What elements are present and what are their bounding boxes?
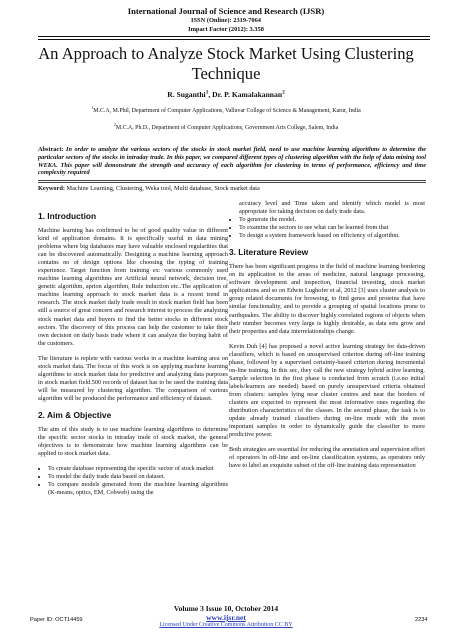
objective-item: • To examine the sectors to see what can be learned from that [239, 224, 425, 232]
keywords-text: Machine Learning, Clustering, Weka tool, Multi database, Stock market data [66, 185, 260, 192]
right-column [229, 200, 425, 477]
objective-item: • To model the daily trade data based on dataset. [48, 473, 228, 481]
header-rule-bottom [38, 39, 430, 40]
section-3-paragraph-3: Both strategies are essential for reducing the annotation and supervision effort of operators in off-line and on-line classification systems, as operators only have to label an exquisite subset of the off-line training data representation [229, 446, 425, 470]
affiliation-2-sup: 2 [113, 122, 116, 128]
paper-title: An Approach to Analyze Stock Market Using Clustering Technique [38, 44, 414, 83]
author-2-sup: 2 [282, 89, 285, 96]
keywords-label: Keyword: [38, 185, 65, 192]
affiliation-2 [0, 122, 452, 131]
page-number: 2234 [415, 617, 428, 623]
journal-name: International Journal of Science and Research (IJSR) [127, 6, 325, 16]
authors [0, 90, 452, 99]
section-2-heading: 2. Aim & Objective [38, 409, 112, 420]
abstract [38, 146, 426, 177]
objectives-list [38, 465, 228, 497]
author-1-sup: 1 [205, 89, 209, 96]
abstract-label: Abstract: [38, 146, 64, 153]
affiliation-1 [0, 105, 452, 114]
abstract-rule-bottom [38, 182, 426, 183]
affiliation-2-text: M.C.A, Ph.D., Department of Computer Applications, Government Arts College, Salem, India [115, 125, 339, 131]
author-1: R. Suganthi [167, 90, 206, 99]
left-column [38, 206, 228, 504]
section-3-paragraph-2: Kevin Duh [4] has proposed a novel active learning strategy for data-driven classifiers, which is based on unsupervised criterion during off-line training phase, followed by a supervised certainty-based criterion during incremental on-line training. In this sec, they call the new strategy hybrid active learning. Sample selection in the first phase is conducted from scratch (i.e.no initial labels/learners are needed) based on purely unsupervised criteria obtained from clusters: samples lying near cluster centres and near the borders of clusters are expected to represent the most informative ones regarding the distribution characteristics of the classes. In the second phase, the task is to update already trained classifiers during on-line mode with the most important samples in order to dynamically guide the classifier to more predictive power. [229, 342, 425, 439]
section-1-paragraph-2: The literature is replete with various works in a machine learning area on stock market data. The focus of this work is on applying machine learning algorithms to stock market data for predictive and analyzing data purposes in stock market field.500 records of dataset has to be used the training data will be measured by clustering algorithm. The comparison of various algorithm will be produced the performance and efficiency of dataset. [38, 354, 228, 402]
affiliation-1-sup: 1 [91, 105, 94, 111]
website-link[interactable]: www.ijsr.net [206, 613, 246, 622]
objectives-list-2 [229, 216, 425, 240]
affiliation-1-text: M.C.A, M.Phil, Department of Computer Applications, Valluvar College of Science & Management, Karur, India [93, 108, 361, 114]
license-link[interactable]: Licensed Under Creative Commons Attribution CC BY [159, 622, 293, 628]
header-rule-top [38, 36, 430, 37]
objective-item: • To generate the model. [239, 216, 425, 224]
impact-factor: Impact Factor (2012): 3.358 [188, 26, 264, 33]
section-1-heading: 1. Introduction [38, 211, 97, 221]
keywords [38, 185, 426, 193]
paper-id: Paper ID: OCT14459 [30, 617, 83, 623]
author-2: , Dr. P. Kamalakannan [208, 90, 283, 99]
section-2-paragraph-1: The aim of this study is to use machine learning algorithms to determine the specific sector stocks in intraday trade of stock market, the general objectives is to demonstrate how machine learning algorithms can be applied to stock market data. [38, 425, 228, 458]
objective-item: • To create database representing the specific sector of stock market [48, 465, 228, 473]
volume-info: Volume 3 Issue 10, October 2014 [173, 604, 279, 613]
abstract-text: In order to analyze the various sectors of the stocks in stock market field, need to use machine learning algorithms to determine the particular sectors of the stocks in intraday trade. In this paper, we compared different types of clustering algorithm with the help of data mining tool WEKA. This paper will demonstrate the strength and accuracy of each algorithm for clustering in terms of performance, efficiency and time complexity required [38, 146, 427, 177]
objective-item: • To compare models generated from the machine learning algorithms (K-means, optics, EM, Cobweb) using the [48, 481, 228, 497]
section-3-heading: 3. Literature Review [229, 247, 309, 258]
section-1-paragraph-1: Machine learning has confirmed to be of good quality value in different kind of application domains. It is specifically useful in data mining problems where big databases may have valuable enclosed regularities that can be discovered automatically. Designing a machine learning approach contains no of design options like choosing the typing of training experience. Target function from training ex: various commonly used machine learning algorithms are Artificial neural network, decision tree, genetic algorithm, aprion algorithm, Rule induction etc..The application of machine learning approach to stock market data is a recent trend in research. The stock market daily trade result in stock market field has been still a source of great concern and research interest to process the analyzing stock market data and buyers to find the better stocks in different stock sectors. The discovery of this process can help the customer to take their own decision on daily basis trade where it can analyze the buying habit of the customers. [38, 227, 228, 347]
abstract-rule-top [38, 180, 426, 181]
section-3-paragraph-1: There has been significant progress in the field of machine learning bordering on its application to the areas of medicine, natural language processing, software development and inspection, financial investing, stock market applications and so on Edwin Lughofer et al, 2012 [3] uses cluster analysis to group related documents for browsing, to find genes and proteins that have similar functionality, and to provide a grouping of spatial locations prone to earthquakes. The ability to discover highly correlated regions of objects when their number becomes very large is highly desirable, as data sets grow and their properties and data interrelationships change. [229, 263, 425, 335]
objective-item-continued: accuracy level and Time taken and identify which model is most appropriate for taking decision on daily trade data. [239, 200, 425, 216]
journal-header [0, 7, 452, 34]
journal-issn: ISSN (Online): 2319-7064 [191, 17, 261, 24]
objective-item: • To design a system framework based on efficiency of algorithm. [239, 232, 425, 240]
objectives-list-continued [229, 200, 425, 216]
